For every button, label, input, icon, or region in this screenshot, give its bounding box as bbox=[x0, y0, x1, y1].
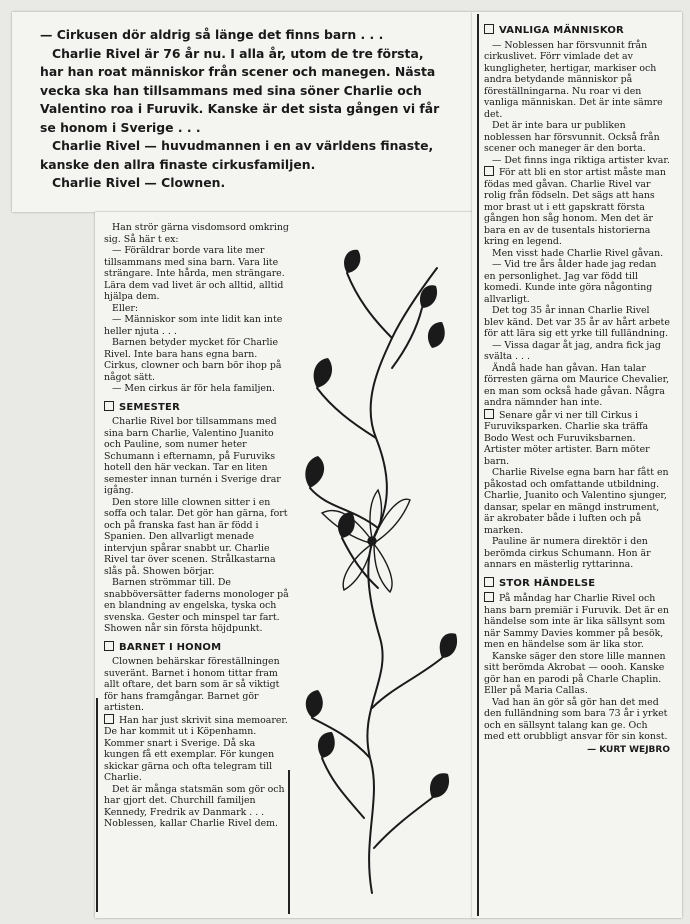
section-heading-label: STOR HÄNDELSE bbox=[499, 577, 596, 589]
checkbox-square-icon bbox=[484, 166, 494, 176]
paragraph: Kanske säger den store lille mannen sitt berömda Akrobat — oooh. Kanske gör han en parodi på Charle Chaplin. Eller på Maria Callas. bbox=[484, 650, 666, 696]
leaf bbox=[306, 690, 323, 718]
article-column-left bbox=[104, 222, 292, 830]
checkbox-square-icon bbox=[104, 401, 114, 411]
leaf bbox=[305, 456, 324, 488]
stem bbox=[367, 268, 437, 893]
checkbox-square-icon bbox=[104, 641, 114, 651]
paragraph: Pauline är numera direktör i den berömda cirkus Schumann. Hon är annars en mästerlig ryttarinna. bbox=[484, 536, 651, 570]
leaf bbox=[428, 322, 445, 348]
checkbox-square-icon bbox=[484, 592, 494, 602]
leaf bbox=[344, 250, 360, 273]
paragraph-text: Han har just skrivit sina memoarer. De har kommit ut i Köpenhamn. Kommer snart i Sverige. Då ska kungen få ett exemplar. För kungen skickar gärna och ofta telegram till Charlie. bbox=[104, 714, 288, 783]
paragraph: Men visst hade Charlie Rivel gåvan. bbox=[492, 247, 664, 259]
paragraph-text: Senare går vi ner till Cirkus i Furuviksparken. Charlie ska träffa Bodo West och Furuviksbarnen. Artister möter artister. Barn möter barn. bbox=[484, 409, 650, 467]
checkbox-square-icon bbox=[104, 714, 114, 724]
section-heading-label: SEMESTER bbox=[119, 401, 180, 413]
intro-line-4: Charlie Rivel — Clownen. bbox=[52, 175, 226, 190]
paragraph: — Noblessen har försvunnit från cirkuslivet. Förr vimlade det av kungligheter, hertigar, markiser och andra betydande människor på föreställningarna. Nu roar vi den vanliga människan. Det är inte sämre det. bbox=[484, 39, 663, 120]
paragraph: — Människor som inte lidit kan inte heller njuta . . . bbox=[104, 314, 283, 337]
paragraph: Charlie Rivel bor tillsammans med sina barn Charlie, Valentino Juanito och Pauline, som numer heter Schumann i efternamn, på Furuviks hotell den här veckan. Tar en liten semester innan turnén i Sverige drar igång. bbox=[104, 416, 281, 496]
checkbox-square-icon bbox=[484, 577, 494, 587]
paragraph: Barnen betyder mycket för Charlie Rivel. Inte bara hans egna barn. Cirkus, clowner och barn bör ihop på något sätt. bbox=[104, 337, 282, 383]
paragraph: — Det finns inga riktiga artister kvar. bbox=[492, 154, 670, 166]
intro-line-3: Charlie Rivel — huvudmannen i en av världens finaste, kanske den allra finaste cirkusfamiljen. bbox=[40, 138, 434, 172]
intro-text bbox=[40, 26, 442, 193]
paragraph: — Vissa dagar åt jag, andra fick jag svälta . . . bbox=[484, 339, 661, 362]
intro-line-1: — Cirkusen dör aldrig så länge det finns barn . . . bbox=[40, 27, 384, 42]
column-rule bbox=[96, 698, 98, 912]
paragraph: Clownen behärskar föreställningen suveränt. Barnet i honom tittar fram allt oftare, det barn som är så viktigt för hans framgångar. Barnet gör artisten. bbox=[104, 656, 280, 713]
leaf bbox=[430, 773, 449, 798]
paragraph: Ändå hade han gåvan. Han talar förresten gärna om Maurice Chevalier, en man som också hade gåvan. Några andra nämnder han inte. bbox=[484, 362, 670, 408]
paragraph: Det är inte bara ur publiken noblessen har försvunnit. Också från scener och maneger är den borta. bbox=[484, 120, 660, 154]
paragraph: Charlie Rivelse egna barn har fått en påkostad och omfattande utbildning. Charlie, Juanito och Valentino sjunger, dansar, spelar en mängd instrument, är akrobater både i luften och på marken. bbox=[484, 467, 669, 536]
paragraph: — Vid tre års ålder hade jag redan en personlighet. Jag var född till komedi. Kunde inte göra någonting allvarligt. bbox=[484, 259, 657, 305]
section-heading bbox=[484, 577, 670, 590]
paragraph-text: För att bli en stor artist måste man födas med gåvan. Charlie Rivel var rolig från födseln. Det sägs att hans mor brast ut i ett gapskratt första gången hon såg honom. Men det är bara en av de tusentals historierna kring en legend. bbox=[484, 167, 666, 247]
paragraph: Han strör gärna visdomsord omkring sig. Så här t ex: bbox=[104, 222, 289, 245]
section-heading bbox=[484, 24, 670, 37]
section-heading bbox=[104, 401, 292, 414]
paragraph: — Men cirkus är för hela familjen. bbox=[112, 383, 275, 394]
checkbox-square-icon bbox=[484, 409, 494, 419]
column-rule bbox=[288, 770, 290, 914]
paragraph: — Föräldrar borde vara lite mer tillsammans med sina barn. Vara lite strängare. Inte hårda, men strängare. Lära dem vad livet är och alltid, alltid hjälpa dem. bbox=[104, 245, 285, 302]
paragraph: Barnen strömmar till. De snabböversätter faderns monologer på en blandning av engelska, tyska och svenska. Gester och minspel tar fart. Showen når sin första höjdpunkt. bbox=[104, 577, 289, 634]
section-heading bbox=[104, 641, 292, 654]
article-column-right bbox=[484, 24, 670, 756]
paragraph bbox=[484, 166, 670, 248]
paragraph-text: På måndag har Charlie Rivel och hans barn premiär i Furuvik. Det är en händelse som inte är lika sällsynt som när Sammy Davies kommer på besök, men en händelse som är lika stor. bbox=[484, 593, 669, 650]
leaf bbox=[314, 358, 332, 388]
paragraph: Det tog 35 år innan Charlie Rivel blev känd. Det var 35 år av hårt arbete för att lära sig ett yrke till fulländning. bbox=[484, 305, 670, 339]
paragraph: Det är många statsmän som gör och har gjort det. Churchill familjen Kennedy, Fredrik av Danmark . . . Noblessen, kallar Charlie Rivel dem. bbox=[104, 783, 285, 829]
leaf bbox=[440, 633, 457, 658]
paragraph: Eller: bbox=[112, 302, 139, 314]
paragraph: Vad han än gör så gör han det med den fulländning som bara 73 år i yrket och en sällsynt talang kan ge. Och med ett orubbligt ansvar för sin konst. bbox=[484, 696, 668, 742]
section-heading-label: BARNET I HONOM bbox=[119, 641, 222, 653]
paragraph bbox=[484, 592, 670, 651]
column-rule bbox=[477, 14, 479, 916]
section-heading-label: VANLIGA MÄNNISKOR bbox=[499, 25, 624, 36]
paragraph: Den store lille clownen sitter i en soffa och talar. Det gör han gärna, fort och på franska fast han är född i Spanien. Den allvarligt menade intervjun spårar snabbt ur. Charlie Rivel tar över scenen. Strålkastarna slås på. Showen börjar. bbox=[104, 496, 288, 577]
leaf bbox=[318, 732, 335, 758]
intro-line-2: Charlie Rivel är 76 år nu. I alla år, utom de tre första, har han roat människor från scener och manegen. Nästa vecka ska han tillsammans med sina söner Charlie och Valentino roa i Furuvik. Kanske är det sista gången vi får se honom i Sverige . . . bbox=[40, 45, 440, 135]
paragraph bbox=[484, 409, 670, 468]
checkbox-square-icon bbox=[484, 24, 494, 34]
author-signature: — KURT WEJBRO bbox=[587, 744, 670, 755]
flower-illustration bbox=[292, 238, 462, 898]
paragraph bbox=[104, 714, 292, 784]
